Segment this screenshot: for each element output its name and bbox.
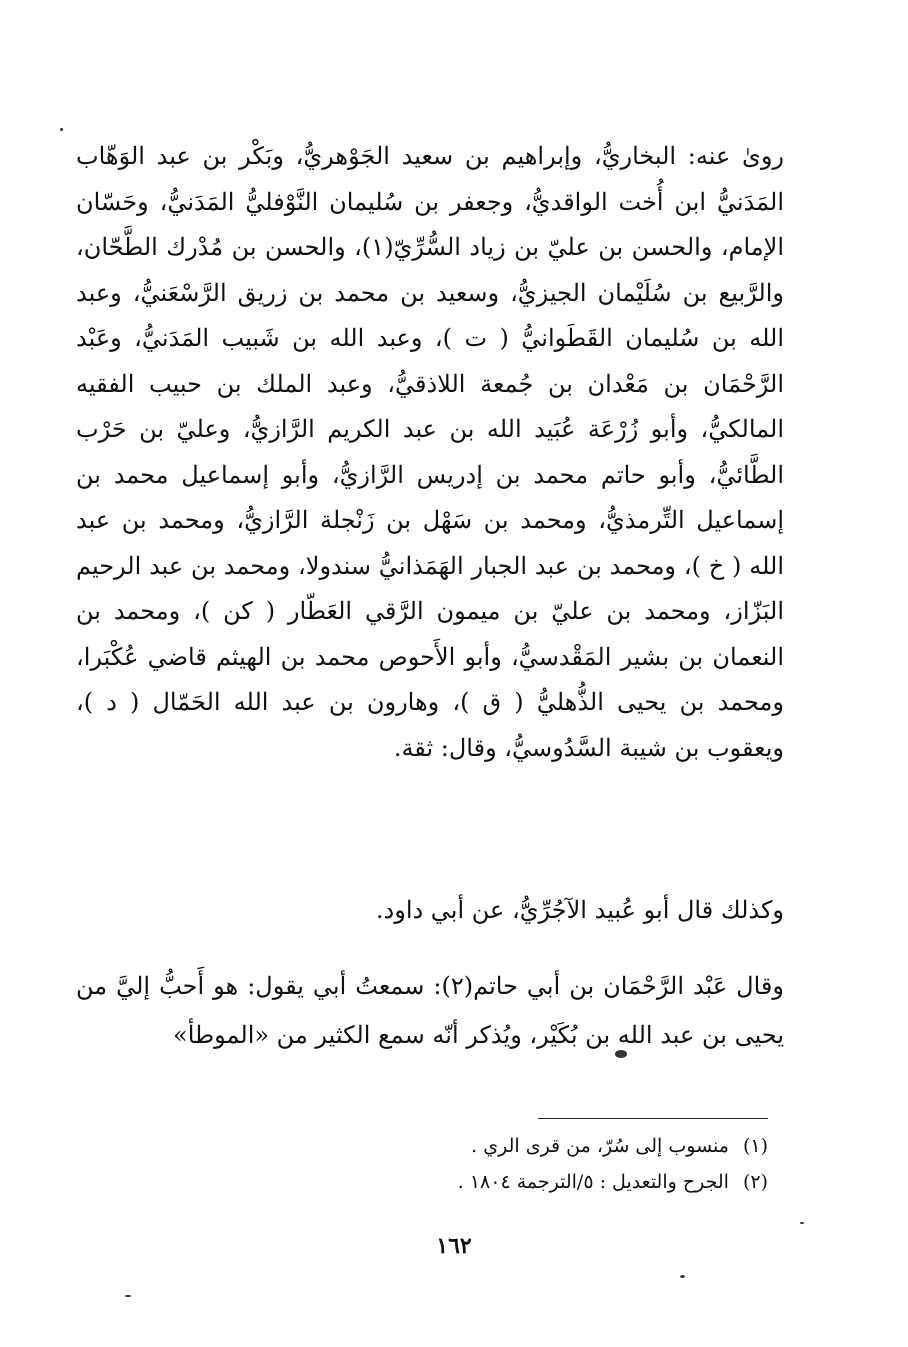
footnote-number: (١) bbox=[742, 1135, 768, 1157]
footnote-text: منسوب إلى سُرّ، من قرى الري . bbox=[471, 1135, 729, 1157]
page-number: ١٦٢ bbox=[436, 1233, 472, 1259]
scan-speck bbox=[680, 1275, 685, 1278]
footnote-number: (٢) bbox=[742, 1171, 768, 1193]
scan-speck bbox=[60, 128, 63, 131]
footnote-2 bbox=[128, 1164, 768, 1200]
scan-speck bbox=[125, 1295, 131, 1297]
paragraph-ajurri: وكذلك قال أبو عُبيد الآجُرِّيُّ، عن أبي داود. bbox=[375, 896, 784, 924]
footnote-1 bbox=[128, 1128, 768, 1164]
paragraph-narrators: روىٰ عنه: البخاريُّ، وإبراهيم بن سعيد الجَوْهريُّ، وبَكْر بن عبد الوَهّاب المَدَنيُّ ابن أُخت الواقديُّ، وجعفر بن سُليمان النَّوْفليُّ المَدَنيُّ، وحَسّان الإمام، والحسن بن عليّ بن زياد السُّرِّيّ(١)، والحسن بن مُدْرك الطَّحّان، والرَّبيع بن سُلَيْمان الجيزيُّ، وسعيد بن محمد بن زريق الرَّسْعَنيُّ، وعبد الله بن سُليمان القَطَوانيُّ ( ت )، وعبد الله بن شَبيب المَدَنيُّ، وعَبْد الرَّحْمَان بن مَعْدان بن جُمعة اللاذقيُّ، وعبد الملك بن حبيب الفقيه المالكيُّ، وأبو زُرْعَة عُبَيد الله بن عبد الكريم الرَّازيُّ، وعليّ بن حَرْب الطَّائيُّ، وأبو حاتم محمد بن إدريس الرَّازيُّ، وأبو إسماعيل محمد بن إسماعيل التِّرمذيُّ، ومحمد بن سَهْل بن زَنْجلة الرَّازيُّ، ومحمد بن عبد الله ( خ )، ومحمد بن عبد الجبار الهَمَذانيُّ سندولا، ومحمد بن عبد الرحيم البَزّاز، ومحمد بن عليّ بن ميمون الرَّقي العَطّار ( كن )، ومحمد بن النعمان بن بشير المَقْدسيُّ، وأبو الأَحوص محمد بن الهيثم قاضي عُكْبَرا، ومحمد بن يحيى الذُّهليُّ ( ق )، وهارون بن عبد الله الحَمّال ( د )، ويعقوب بن شيبة السَّدُوسيُّ، وقال: ثقة. bbox=[76, 142, 785, 762]
footnote-text: الجرح والتعديل : ٥/الترجمة ١٨٠٤ . bbox=[457, 1171, 729, 1193]
paragraph-ibn-abi-hatim: وقال عَبْد الرَّحْمَان بن أبي حاتم(٢): سمعتُ أبي يقول: هو أَحبُّ إليَّ من يحيى بن عبد الله بن بُكَيْر، ويُذكر أنّه سمع الكثير من «الموطأ» bbox=[76, 972, 784, 1049]
footnote-separator bbox=[538, 1118, 768, 1119]
scan-speck bbox=[800, 1222, 804, 1224]
scan-speck bbox=[615, 1050, 627, 1058]
footnotes bbox=[128, 1128, 768, 1200]
